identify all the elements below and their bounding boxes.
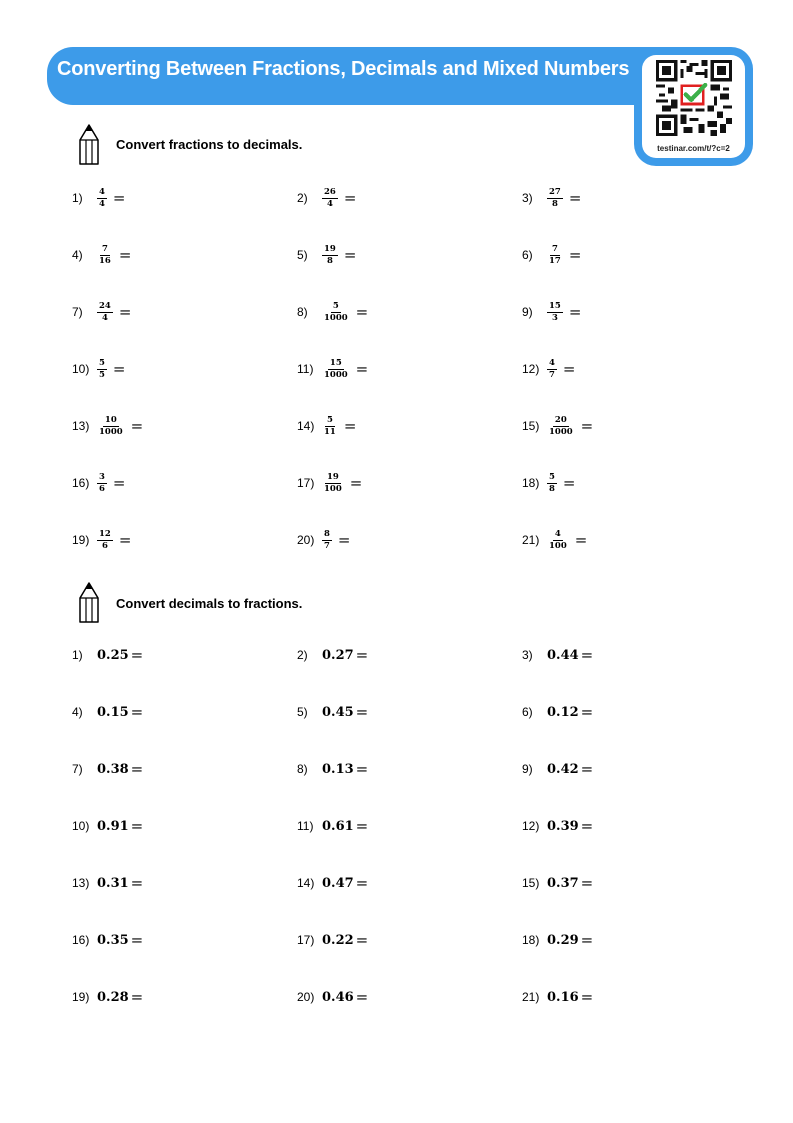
problem-item: [297, 354, 368, 384]
problem-item: [72, 525, 131, 555]
problem-number: 1): [72, 191, 83, 205]
problem-number: 19): [72, 990, 90, 1004]
fraction: [322, 473, 344, 493]
decimal-value: 0.47: [322, 875, 354, 891]
equals-sign: =: [355, 760, 369, 778]
numerator: 5: [549, 472, 555, 482]
decimal-value: 0.44: [547, 647, 579, 663]
denominator: 1000: [549, 426, 573, 437]
decimal-value: 0.61: [322, 818, 354, 834]
problem-number: 20): [297, 990, 315, 1004]
problem-item: [72, 925, 143, 955]
equals-sign: =: [343, 189, 357, 207]
section-title: Convert decimals to fractions.: [116, 596, 303, 611]
problem-number: 18): [522, 933, 540, 947]
problem-number: 13): [72, 419, 90, 433]
equals-sign: =: [130, 931, 144, 949]
equals-sign: =: [343, 417, 357, 435]
problem-number: 9): [522, 762, 533, 776]
fraction: [547, 302, 563, 322]
fraction: [547, 530, 569, 550]
equals-sign: =: [130, 703, 144, 721]
pencil-icon: [78, 582, 100, 624]
problem-item: [297, 240, 356, 270]
problem-item: [72, 468, 126, 498]
decimal-value: 0.25: [97, 647, 129, 663]
problem-item: [522, 640, 593, 670]
equals-sign: =: [355, 703, 369, 721]
equals-sign: =: [562, 474, 576, 492]
fraction: [97, 473, 107, 493]
equals-sign: =: [130, 874, 144, 892]
problem-number: 2): [297, 648, 308, 662]
equals-sign: =: [580, 417, 594, 435]
equals-sign: =: [580, 760, 594, 778]
decimal-value: 0.31: [97, 875, 129, 891]
decimal-value: 0.37: [547, 875, 579, 891]
denominator: 4: [326, 198, 333, 209]
problem-item: [522, 354, 576, 384]
problem-item: [297, 640, 368, 670]
problem-number: 14): [297, 419, 315, 433]
denominator: 7: [324, 540, 330, 551]
numerator: 7: [551, 244, 558, 254]
problem-number: 20): [297, 533, 315, 547]
decimal-value: 0.27: [322, 647, 354, 663]
qr-card[interactable]: [642, 55, 745, 158]
fraction: [322, 188, 338, 208]
problem-item: [522, 982, 593, 1012]
equals-sign: =: [580, 931, 594, 949]
qr-caption: testinar.com/t/?c=2: [657, 144, 730, 153]
numerator: 19: [324, 244, 336, 254]
problem-item: [297, 297, 368, 327]
problem-number: 11): [297, 362, 314, 376]
problem-number: 3): [522, 191, 533, 205]
problem-number: 5): [297, 705, 308, 719]
numerator: 8: [324, 529, 330, 539]
equals-sign: =: [355, 988, 369, 1006]
numerator: 5: [326, 415, 333, 425]
decimal-value: 0.29: [547, 932, 579, 948]
equals-sign: =: [355, 931, 369, 949]
qr-code-with-checkmark-icon: [656, 60, 732, 136]
fraction: [97, 302, 113, 322]
denominator: 16: [99, 255, 111, 266]
equals-sign: =: [580, 646, 594, 664]
equals-sign: =: [580, 703, 594, 721]
problem-number: 16): [72, 933, 90, 947]
numerator: 5: [332, 301, 339, 311]
denominator: 100: [549, 540, 567, 551]
problem-item: [72, 868, 143, 898]
problem-item: [297, 754, 368, 784]
problem-number: 15): [522, 876, 540, 890]
equals-sign: =: [355, 303, 369, 321]
problem-item: [72, 354, 126, 384]
fraction: [97, 530, 113, 550]
denominator: 6: [101, 540, 108, 551]
denominator: 17: [549, 255, 561, 266]
problem-item: [72, 297, 131, 327]
denominator: 4: [101, 312, 108, 323]
problem-item: [522, 754, 593, 784]
problem-number: 21): [522, 533, 540, 547]
decimal-value: 0.45: [322, 704, 354, 720]
problem-number: 1): [72, 648, 83, 662]
equals-sign: =: [112, 189, 126, 207]
problem-number: 9): [522, 305, 533, 319]
equals-sign: =: [130, 988, 144, 1006]
problem-item: [522, 525, 587, 555]
problem-item: [297, 183, 356, 213]
denominator: 1000: [99, 426, 123, 437]
fraction: [97, 245, 113, 265]
fraction: [97, 416, 125, 436]
decimal-value: 0.91: [97, 818, 129, 834]
numerator: 4: [554, 529, 561, 539]
problem-number: 19): [72, 533, 90, 547]
decimal-value: 0.22: [322, 932, 354, 948]
problem-number: 11): [297, 819, 314, 833]
problem-item: [72, 754, 143, 784]
equals-sign: =: [562, 360, 576, 378]
fraction: [322, 530, 332, 550]
numerator: 10: [104, 415, 117, 425]
problem-number: 8): [297, 762, 308, 776]
page-title: Converting Between Fractions, Decimals and Mixed Numbers: [57, 58, 630, 80]
numerator: 24: [99, 301, 111, 311]
decimal-value: 0.35: [97, 932, 129, 948]
denominator: 8: [551, 198, 558, 209]
equals-sign: =: [568, 246, 582, 264]
decimal-value: 0.38: [97, 761, 129, 777]
numerator: 15: [329, 358, 342, 368]
denominator: 3: [551, 312, 558, 323]
denominator: 1000: [324, 369, 348, 380]
decimal-value: 0.46: [322, 989, 354, 1005]
equals-sign: =: [355, 646, 369, 664]
problem-number: 12): [522, 362, 540, 376]
problem-number: 15): [522, 419, 540, 433]
fraction: [97, 188, 107, 208]
numerator: 3: [99, 472, 105, 482]
problem-number: 4): [72, 705, 83, 719]
problem-item: [522, 297, 581, 327]
fraction: [547, 359, 557, 379]
problem-item: [297, 697, 368, 727]
problem-number: 6): [522, 705, 533, 719]
decimal-value: 0.39: [547, 818, 579, 834]
problem-number: 2): [297, 191, 308, 205]
problem-item: [72, 183, 126, 213]
equals-sign: =: [130, 817, 144, 835]
problem-item: [72, 697, 143, 727]
problem-number: 4): [72, 248, 83, 262]
fraction: [322, 416, 338, 436]
denominator: 5: [99, 369, 105, 380]
problem-number: 10): [72, 819, 90, 833]
numerator: 20: [554, 415, 567, 425]
decimal-value: 0.28: [97, 989, 129, 1005]
denominator: 1000: [324, 312, 348, 323]
equals-sign: =: [337, 531, 351, 549]
decimal-value: 0.16: [547, 989, 579, 1005]
qr-panel: [634, 47, 753, 166]
numerator: 7: [101, 244, 108, 254]
problem-item: [72, 240, 131, 270]
fraction: [547, 416, 575, 436]
problem-item: [72, 811, 143, 841]
problem-number: 10): [72, 362, 90, 376]
problem-item: [522, 811, 593, 841]
problem-item: [297, 925, 368, 955]
decimal-value: 0.15: [97, 704, 129, 720]
problem-item: [522, 183, 581, 213]
numerator: 27: [549, 187, 561, 197]
denominator: 11: [324, 426, 336, 437]
problem-number: 8): [297, 305, 308, 319]
equals-sign: =: [118, 303, 132, 321]
equals-sign: =: [580, 988, 594, 1006]
denominator: 6: [99, 483, 105, 494]
equals-sign: =: [112, 360, 126, 378]
problem-item: [72, 411, 143, 441]
equals-sign: =: [355, 817, 369, 835]
numerator: 19: [326, 472, 339, 482]
problem-number: 14): [297, 876, 315, 890]
decimal-value: 0.42: [547, 761, 579, 777]
problem-item: [522, 411, 593, 441]
denominator: 4: [99, 198, 105, 209]
problem-number: 5): [297, 248, 308, 262]
numerator: 4: [549, 358, 555, 368]
equals-sign: =: [112, 474, 126, 492]
problem-item: [297, 525, 351, 555]
problem-number: 12): [522, 819, 540, 833]
denominator: 8: [326, 255, 333, 266]
pencil-icon: [78, 124, 100, 166]
fraction: [322, 245, 338, 265]
problem-number: 16): [72, 476, 90, 490]
fraction: [547, 188, 563, 208]
equals-sign: =: [574, 531, 588, 549]
problem-number: 21): [522, 990, 540, 1004]
problem-item: [297, 468, 362, 498]
decimal-value: 0.12: [547, 704, 579, 720]
numerator: 5: [99, 358, 105, 368]
fraction: [97, 359, 107, 379]
problem-number: 3): [522, 648, 533, 662]
equals-sign: =: [580, 874, 594, 892]
problem-number: 7): [72, 305, 83, 319]
problem-item: [522, 240, 581, 270]
equals-sign: =: [568, 189, 582, 207]
denominator: 8: [549, 483, 555, 494]
problem-item: [522, 468, 576, 498]
equals-sign: =: [349, 474, 363, 492]
problem-item: [522, 697, 593, 727]
problem-item: [522, 868, 593, 898]
problem-item: [72, 982, 143, 1012]
section-title: Convert fractions to decimals.: [116, 137, 303, 152]
equals-sign: =: [130, 646, 144, 664]
equals-sign: =: [355, 874, 369, 892]
problem-item: [297, 811, 368, 841]
problem-number: 17): [297, 476, 315, 490]
problem-item: [522, 925, 593, 955]
equals-sign: =: [118, 531, 132, 549]
equals-sign: =: [568, 303, 582, 321]
problem-number: 6): [522, 248, 533, 262]
problem-number: 7): [72, 762, 83, 776]
equals-sign: =: [130, 760, 144, 778]
problem-number: 13): [72, 876, 90, 890]
fraction: [547, 473, 557, 493]
denominator: 7: [549, 369, 555, 380]
equals-sign: =: [130, 417, 144, 435]
equals-sign: =: [343, 246, 357, 264]
problem-number: 18): [522, 476, 540, 490]
problem-item: [72, 640, 143, 670]
fraction: [322, 302, 350, 322]
problem-item: [297, 868, 368, 898]
numerator: 4: [99, 187, 105, 197]
problem-item: [297, 411, 356, 441]
equals-sign: =: [118, 246, 132, 264]
fraction: [547, 245, 563, 265]
numerator: 12: [99, 529, 111, 539]
problem-item: [297, 982, 368, 1012]
equals-sign: =: [580, 817, 594, 835]
decimal-value: 0.13: [322, 761, 354, 777]
fraction: [322, 359, 350, 379]
numerator: 26: [324, 187, 336, 197]
numerator: 15: [549, 301, 561, 311]
denominator: 100: [324, 483, 342, 494]
equals-sign: =: [355, 360, 369, 378]
problem-number: 17): [297, 933, 315, 947]
